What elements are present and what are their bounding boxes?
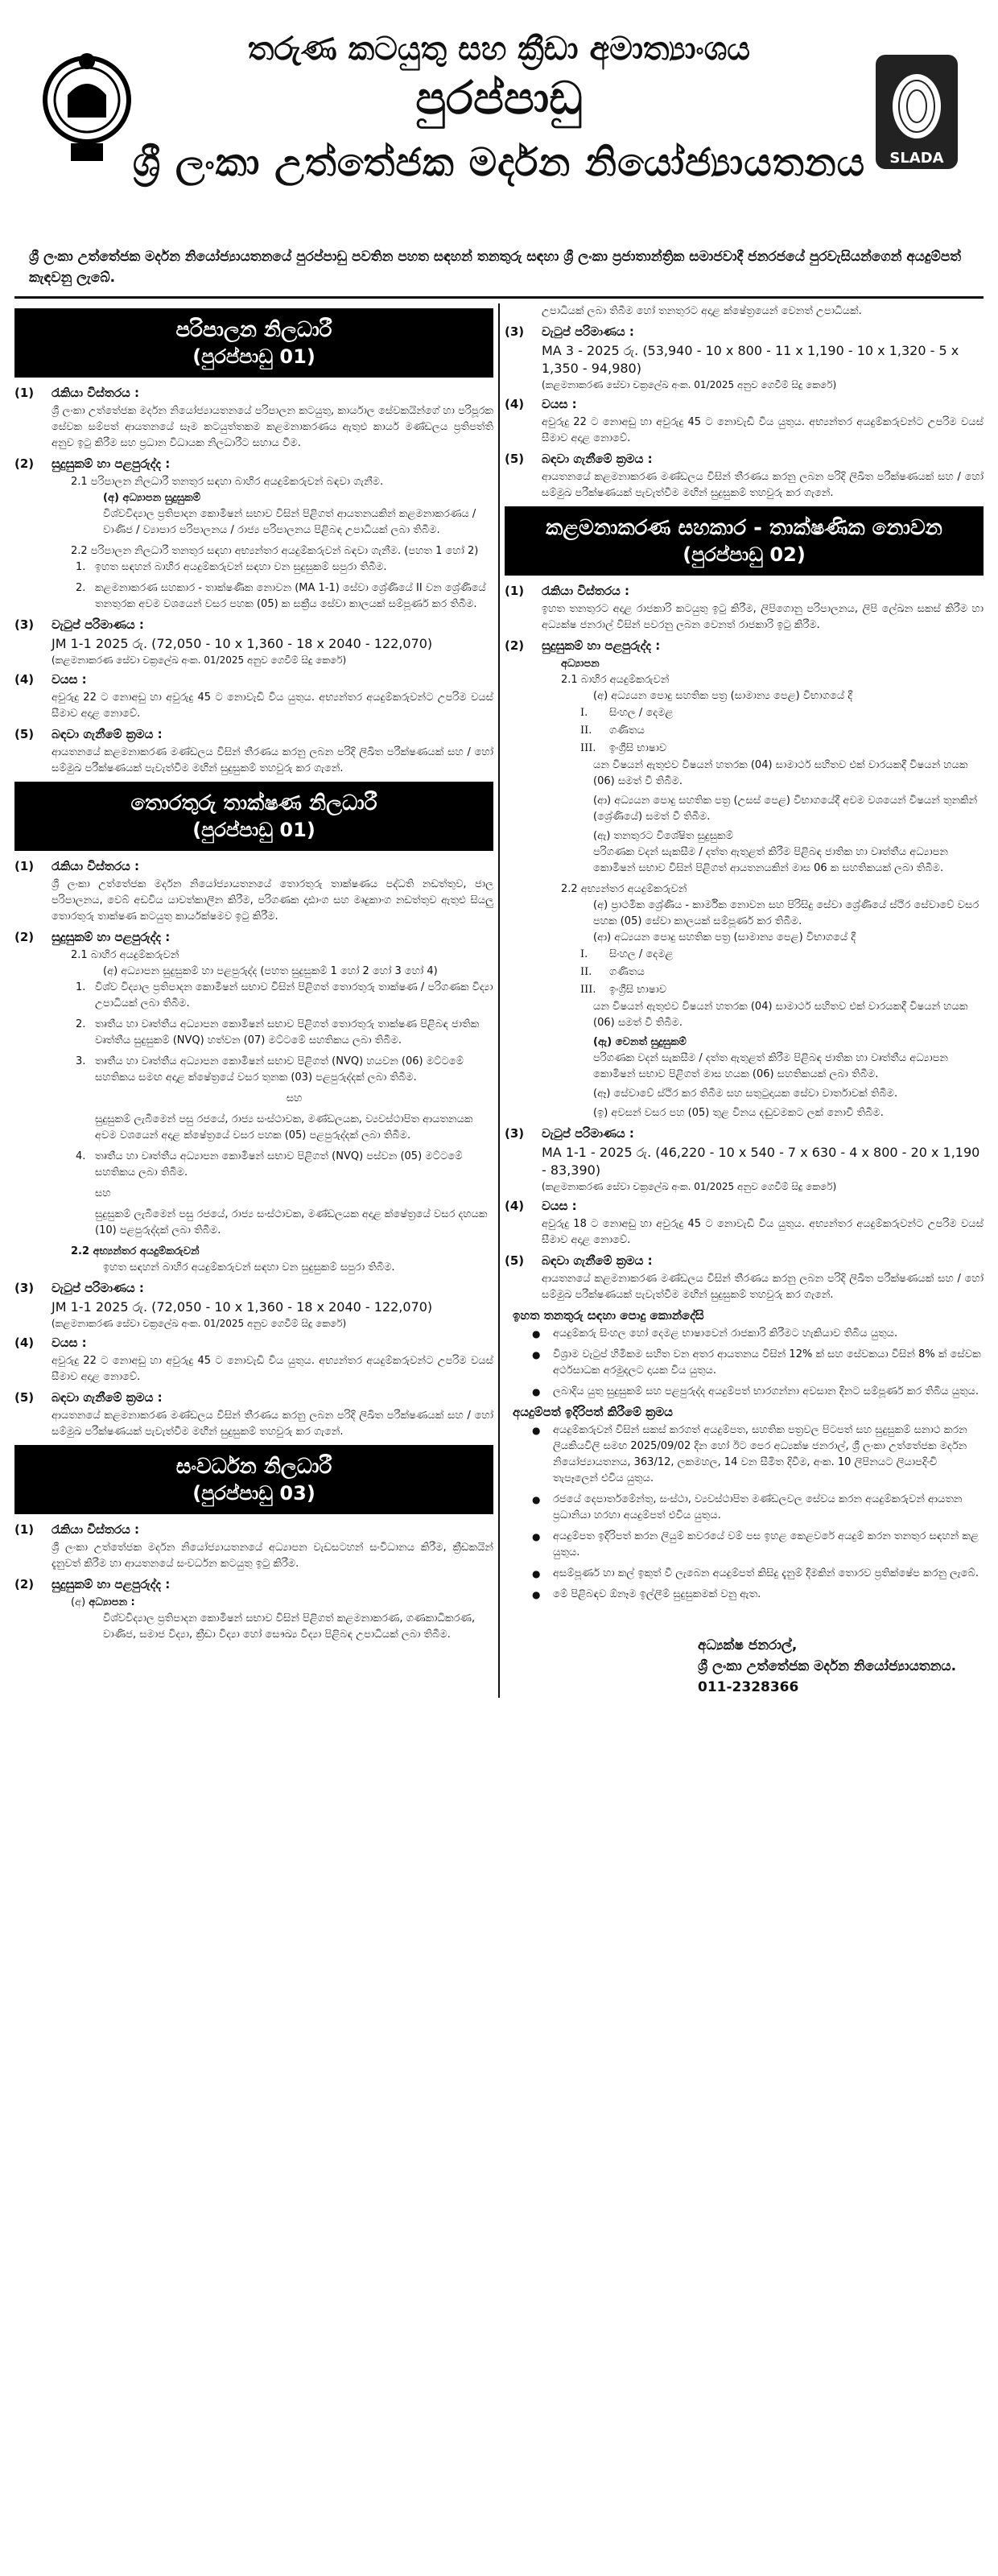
section-text: ශ්‍රී ලංකා උත්තේජක මර්දන නියෝජ්‍යායතනයේ අධ්‍යාපන වැඩසටහන් සංවිධානය කිරීම, ක්‍රීඩකයින් දැනුවත් කිරීම හා ආයතනයේ සංවර්ධන කටයුතු ඉටු කිරීම.	[52, 1542, 493, 1570]
list-item: 1. ඉහත සඳහන් බාහිර අයදුම්කරුවන් සඳහා වන සුදුසුකම් සපුරා තිබීම.	[76, 561, 387, 573]
intro-text: ශ්‍රී ලංකා උත්තේජක මර්දන නියෝජ්‍යායතනයේ පුරප්පාඩු පවතින පහත සඳහන් තනතුරු සඳහා ශ්‍රී ලංකා ප්‍රජාතාන්ත්‍රික සමාජවාදී ජනරජයේ පුරවැසියන්ගෙන් අයදුම්පත් කැඳවනු ලැබේ.	[29, 249, 962, 286]
subsection-label: අධ්‍යාපන	[561, 658, 600, 670]
subsection-title: 2.1 බාහිර අයදුම්කරුවන්	[561, 674, 670, 686]
section-text: ඉහත තනතුරට අදාළ රාජකාරි කටයුතු ඉටු කිරීම, ලිපිගොනු පරිපාලනය, ලිපි ලේඛන සකස් කිරීම හා අධ්‍යක්ෂ ජනරාල් විසින් පවරනු ලබන වෙනත් රාජකාරි ඉටු කිරීම.	[542, 603, 984, 631]
post-count: (පුරප්පාඩු 02)	[683, 543, 806, 566]
section-title: රැකියා විස්තරය :	[52, 386, 140, 400]
section-text: ආයතනයේ කළමනාකරණ මණ්ඩලය විසින් තීරණය කරනු ලබන පරිදි ලිඛිත පරීක්ෂණයක් සහ / හෝ සම්මුඛ පරීක්ෂණයක් පැවැත්වීම මඟින් සුදුසුකම් තහවුරු කර ගැනේ.	[52, 1410, 493, 1438]
masthead	[14, 31, 984, 240]
subsection-label: (අ) අධ්‍යයන පොදු සහතික පත්‍ර (සාමාන්‍ය පෙළ) විභාගයේ දී	[593, 690, 853, 702]
section-title: සුදුසුකම් හා පළපුරුද්ද :	[52, 456, 171, 471]
subsection-text: පරිගණක වදන් සැකසීම / දත්ත ඇතුළත් කිරීම පිළිබඳ ජාතික හා වෘත්තීය අධ්‍යාපන කොමිෂන් සභාව පිළිගත් මාස හයක (06) සහතිකයක් ලබා තිබීම.	[593, 1052, 948, 1080]
subject-item: II. ගණිතය	[580, 724, 645, 737]
section-text: අවුරුදු 22 ට නොඅඩු හා අවුරුදු 45 ට නොවැඩි විය යුතුය. අභ්‍යන්තර අයදුම්කරුවන්ට උපරිම වයස් සීමාව අදාළ නොවේ.	[52, 1355, 493, 1383]
section-text: අවුරුදු 22 ට නොඅඩු හා අවුරුදු 45 ට නොවැඩි විය යුතුය. අභ්‍යන්තර අයදුම්කරුවන්ට උපරිම වයස් සීමාව අදාළ නොවේ.	[52, 691, 493, 720]
section-age: (4) වයස : අවුරුදු 22 ට නොඅඩු හා අවුරුදු 45 ට නොවැඩි විය යුතුය. අභ්‍යන්තර අයදුම්කරුවන්ට උපරිම වයස් සීමාව අදාළ නොවේ.	[505, 397, 984, 447]
bullet-item: ● රජයේ දෙපාර්තමේන්තු, සංස්ථා, ව්‍යවස්ථාපිත මණ්ඩලවල සේවය කරන අයදුම්කරුවන් ආයතන ප්‍රධානියා හරහා අයදුම්පත් එවිය යුතුය.	[553, 1492, 984, 1524]
subsection-text: (ආ) අධ්‍යයන පොදු සහතික පත්‍ර (උසස් පෙළ) විභාගයේදී අවම වශයෙන් විෂයන් තුනකින් (ශ්‍රේණියේ) සමත් වී තිබීම.	[593, 795, 978, 823]
subsection-label: (ආ) අධ්‍යයන පොදු සහතික පත්‍ර (සාමාන්‍ය පෙළ) විභාගයේ දී	[593, 931, 856, 943]
section-text: අවුරුදු 18 ට නොඅඩු හා අවුරුදු 45 ට නොවැඩි විය යුතුය. අභ්‍යන්තර අයදුම්කරුවන්ට උපරිම වයස් සීමාව අදාළ නොවේ.	[542, 1218, 984, 1246]
subsection-label: (අ) අධ්‍යාපන සුදුසුකම් හා පළපුරුද්ද (පහත සුදුසුකම් 1 හෝ 2 හෝ 3 හෝ 4)	[103, 965, 438, 977]
list-connector: සහ	[286, 1092, 303, 1104]
section-age	[14, 672, 493, 722]
salary-scale: MA 1-1 - 2025 රු. (46,220 - 10 x 540 - 7 x 630 - 4 x 800 - 20 x 1,190 - 83,390)	[542, 1145, 980, 1178]
divider	[14, 296, 984, 299]
signatory-title: අධ්‍යක්ෂ ජනරාල්,	[698, 1637, 798, 1653]
general-conditions-title: ඉහත තනතුරු සඳහා පොදු කොන්දේසි	[513, 1308, 704, 1323]
post-title: පරිපාලන නිලධාරී	[175, 318, 332, 342]
salary-scale: JM 1-1 2025 රු. (72,050 - 10 x 1,360 - 18 x 2040 - 122,070)	[52, 1299, 433, 1315]
general-conditions-list	[505, 1326, 984, 1400]
section-age: (4) වයස : අවුරුදු 18 ට නොඅඩු හා අවුරුදු 45 ට නොවැඩි විය යුතුය. අභ්‍යන්තර අයදුම්කරුවන්ට උපරිම වයස් සීමාව අදාළ නොවේ.	[505, 1199, 984, 1249]
section-recruitment-method	[14, 727, 493, 777]
list-item: 2. තෘතීය හා වෘත්තීය අධ්‍යාපන කොමිෂන් සභාව පිළිගත් තොරතුරු තාක්ෂණ පිළිබඳ ජාතික වෘත්තීය සුදුසුකම් (NVQ) හත්වන (07) මට්ටමේ සහතිකය ලබා තිබීම.	[76, 1018, 480, 1046]
section-recruitment-method: (5) බඳවා ගැනීමේ ක්‍රමය : ආයතනයේ කළමනාකරණ මණ්ඩලය විසින් තීරණය කරනු ලබන පරිදි ලිඛිත පරීක්ෂණයක් සහ / හෝ සම්මුඛ පරීක්ෂණයක් පැවැත්වීම මඟින් සුදුසුකම් තහවුරු කර ගැනේ.	[505, 452, 984, 502]
section-number: (3)	[14, 617, 35, 632]
section-job-description	[14, 386, 493, 452]
bullet-item: ● ලබාදිය යුතු සුදුසුකම් සහ පළපුරුද්ද අයදුම්පත් භාරගන්නා අවසාන දිනට සම්පූර්ණ කර තිබිය යුතුය.	[553, 1384, 984, 1400]
section-qualifications: (2) සුදුසුකම් හා පළපුරුද්ද : (අ) අධ්‍යාපන : විශ්වවිද්‍යාල ප්‍රතිපාදන කොමිෂන් සභාව විසින් පිළිගත් කළමනාකරණ, ගණකාධිකරණ, වාණිජ, සමාජ විද්‍යා, ක්‍රීඩා විද්‍යා හෝ සෞඛ්‍ය විද්‍යා පිළිබඳ උපාධියක් ලබා තිබීම.	[14, 1577, 493, 1643]
section-recruitment-method: (5) බඳවා ගැනීමේ ක්‍රමය : ආයතනයේ කළමනාකරණ මණ්ඩලය විසින් තීරණය කරනු ලබන පරිදි ලිඛිත පරීක්ෂණයක් සහ / හෝ සම්මුඛ පරීක්ෂණයක් පැවැත්වීම මඟින් සුදුසුකම් තහවුරු කර ගැනේ.	[14, 1390, 493, 1440]
section-job-description: (1) රැකියා විස්තරය : ඉහත තනතුරට අදාළ රාජකාරි කටයුතු ඉටු කිරීම, ලිපිගොනු පරිපාලනය, ලිපි ලේඛන සකස් කිරීම හා අධ්‍යක්ෂ ජනරාල් විසින් පවරනු ලබන වෙනත් රාජකාරි ඉටු කිරීම.	[505, 584, 984, 634]
section-text: අවුරුදු 22 ට නොඅඩු හා අවුරුදු 45 ට නොවැඩි විය යුතුය. අභ්‍යන්තර අයදුම්කරුවන්ට උපරිම වයස් සීමාව අදාළ නොවේ.	[542, 416, 984, 444]
section-qualifications	[14, 456, 493, 613]
bullet-item: ● මේ පිළිබඳව ඕනෑම ඉල්ලීම් සුදුසුකමක් වනු ඇත.	[553, 1587, 984, 1603]
subsection-label: (අ) අධ්‍යාපන සුදුසුකම්	[103, 492, 201, 504]
section-salary: (3) වැටුප් පරිමාණය : MA 1-1 - 2025 රු. (46,220 - 10 x 540 - 7 x 630 - 4 x 800 - 20 x 1,190 - 83,390) (කළමනාකරණ සේවා චක්‍රලේඛ අංක. 01/2025 අනුව ගෙවීම් සිදු කෙරේ)	[505, 1126, 984, 1194]
post-count: (පුරප්පාඩු 03)	[192, 1482, 315, 1505]
subject-item: I. සිංහල / දෙමළ	[580, 707, 674, 719]
post-title: තොරතුරු තාක්ෂණ නිලධාරී	[130, 791, 377, 815]
post-count: (පුරප්පාඩු 01)	[192, 819, 315, 841]
subject-list	[505, 704, 984, 758]
salary-scale: MA 3 - 2025 රු. (53,940 - 10 x 800 - 11 x 1,190 - 10 x 1,320 - 5 x 1,350 - 94,980)	[542, 343, 959, 376]
agency-title: ශ්‍රී ලංකා උත්තේජක මර්දන නියෝජ්‍යායතනය	[132, 140, 866, 185]
application-method-list	[505, 1422, 984, 1603]
section-title: වැටුප් පරිමාණය :	[52, 617, 144, 632]
subsection-text: යන විෂයන් ඇතුළුව විෂයන් හතරක (04) සාමාර්ථ සහිතව එක් වාරයකදී විෂයන් හයක (06) සමත් වී තිබීම.	[593, 759, 968, 787]
subsection-title: 2.1 බාහිර අයදුම්කරුවන්	[71, 949, 179, 961]
subsection-text: පරිගණක වදන් සැකසීම / දත්ත ඇතුළත් කිරීම පිළිබඳ ජාතික හා වෘත්තීය අධ්‍යාපන කොමිෂන් සභාව විසින් පිළිගත් ආයතනයකින් මාස 06 ක සහතිකයක් ලබා තිබීම.	[593, 846, 948, 874]
subsection-key: (අ)	[71, 1596, 86, 1608]
national-emblem-icon	[39, 45, 135, 166]
continued-text: උපාධියක් ලබා තිබීම හෝ තනතුරට අදාළ ක්ෂේත්‍රයෙන් වෙනත් උපාධියක්.	[542, 305, 862, 317]
section-age: (4) වයස : අවුරුදු 22 ට නොඅඩු හා අවුරුදු 45 ට නොවැඩි විය යුතුය. අභ්‍යන්තර අයදුම්කරුවන්ට උපරිම වයස් සීමාව අදාළ නොවේ.	[14, 1335, 493, 1385]
slada-logo-icon	[872, 52, 961, 172]
list-item: 4. තෘතීය හා වෘත්තීය අධ්‍යාපන කොමිෂන් සභාව පිළිගත් (NVQ) පස්වන (05) මට්ටමේ සහතිකය ලබා තිබීම.	[76, 1150, 463, 1179]
logo-text: SLADA	[889, 150, 944, 167]
section-salary: (3) වැටුප් පරිමාණය : MA 3 - 2025 රු. (53,940 - 10 x 800 - 11 x 1,190 - 10 x 1,320 - 5 x 1,350 - 94,980) (කළමනාකරණ සේවා චක්‍රලේඛ අංක. 01/2025 අනුව ගෙවීම් සිදු කෙරේ)	[505, 324, 984, 392]
section-title: වයස :	[52, 672, 87, 687]
section-salary: (3) වැටුප් පරිමාණය : JM 1-1 2025 රු. (72,050 - 10 x 1,360 - 18 x 2040 - 122,070) (කළමනාකරණ සේවා චක්‍රලේඛ අංක. 01/2025 අනුව ගෙවීම් සිදු කෙරේ)	[14, 1281, 493, 1331]
subject-item: III. ඉංග්‍රීසි භාෂාව	[580, 984, 667, 996]
section-text: ආයතනයේ කළමනාකරණ මණ්ඩලය විසින් තීරණය කරනු ලබන පරිදි ලිඛිත පරීක්ෂණයක් සහ / හෝ සම්මුඛ පරීක්ෂණයක් පැවැත්වීම මඟින් සුදුසුකම් තහවුරු කර ගැනේ.	[542, 471, 984, 499]
column-divider	[498, 303, 500, 1698]
list-item: 1. විශ්ව විද්‍යාල ප්‍රතිපාදන කොමිෂන් සභාව විසින් පිළිගත් තොරතුරු තාක්ෂණ / පරිගණක විද්‍යා උපාධියක් ලබා තිබීම.	[76, 981, 493, 1009]
signatory-agency: ශ්‍රී ලංකා උත්තේජක මර්දන නියෝජ්‍යායතනය.	[698, 1658, 957, 1674]
general-conditions	[505, 1308, 984, 1400]
subject-item: III. ඉංග්‍රීසි භාෂාව	[580, 742, 667, 754]
section-text: ආයතනයේ කළමනාකරණ මණ්ඩලය විසින් තීරණය කරනු ලබන පරිදි ලිඛිත පරීක්ෂණයක් සහ / හෝ සම්මුඛ පරීක්ෂණයක් පැවැත්වීම මඟින් සුදුසුකම් තහවුරු කර ගැනේ.	[52, 746, 493, 774]
subsection-text: (ඉ) අවසන් වසර පහ (05) තුළ විනය දඬුවමකට ලක් නොවී තිබීම.	[593, 1107, 884, 1119]
vacancies-heading: පුරප්පාඩු	[415, 72, 583, 125]
salary-note: (කළමනාකරණ සේවා චක්‍රලේඛ අංක. 01/2025 අනුව ගෙවීම් සිදු කෙරේ)	[542, 1181, 837, 1192]
post-banner-admin-officer	[14, 308, 493, 378]
section-text: ආයතනයේ කළමනාකරණ මණ්ඩලය විසින් තීරණය කරනු ලබන පරිදි ලිඛිත පරීක්ෂණයක් සහ / හෝ සම්මුඛ පරීක්ෂණයක් පැවැත්වීම මඟින් සුදුසුකම් තහවුරු කර ගැනේ.	[542, 1273, 984, 1301]
content-columns	[14, 303, 984, 1698]
subsection-text: (ඈ) සේවාවේ ස්ථිර කර තිබීම සහ සතුටුදායක සේවා වාර්තාවක් තිබීම.	[593, 1088, 898, 1100]
section-job-description: (1) රැකියා විස්තරය : ශ්‍රී ලංකා උත්තේජක මර්දන නියෝජ්‍යායතනයේ අධ්‍යාපන වැඩසටහන් සංවිධානය කිරීම, ක්‍රීඩකයින් දැනුවත් කිරීම හා ආයතනයේ සංවර්ධන කටයුතු ඉටු කිරීම.	[14, 1522, 493, 1572]
list-connector: සහ	[95, 1187, 111, 1199]
right-column	[505, 303, 984, 1698]
salary-note: (කළමනාකරණ සේවා චක්‍රලේඛ අංක. 01/2025 අනුව ගෙවීම් සිදු කෙරේ)	[542, 379, 837, 390]
subsection-title: 2.2 අභ්‍යන්තර අයදුම්කරුවන්	[71, 1245, 200, 1257]
subsection-text: ඉහත සඳහන් බාහිර අයදුම්කරුවන් සඳහා වන සුදුසුකම් සපුරා තිබීම.	[103, 1261, 395, 1274]
subsection-title: 2.2 පරිපාලන නිලධාරී තනතුර සඳහා අභ්‍යන්තර අයදුම්කරුවන් බඳවා ගැනීම. (පහත 1 හෝ 2)	[71, 545, 479, 557]
subsection-label: (ඇ) වෙනත් සුදුසුකම්	[593, 1036, 687, 1048]
subsection-text: විශ්වවිද්‍යාල ප්‍රතිපාදන කොමිෂන් සභාව විසින් පිළිගත් ආයතනයකින් කළමනාකරණය / වාණිජ / ව්‍යාපාර පරිපාලනය / රාජ්‍ය පරිපාලනය පිළිබඳ උපාධියක් ලබා තිබීම.	[103, 508, 476, 536]
left-column	[14, 303, 493, 1698]
contact-phone: 011-2328366	[698, 1679, 799, 1695]
section-salary	[14, 617, 493, 667]
list-item: 2. කළමනාකරණ සහකාර - තාක්ෂණික නොවන (MA 1-1) සේවා ශ්‍රේණියේ II වන ශ්‍රේණියේ තනතුරක අවම වශයෙන් වසර පහක (05) ක සක්‍රීය සේවා කාලයක් සම්පූර්ණ කර තිබීම.	[76, 582, 486, 610]
section-number: (1)	[14, 386, 35, 400]
ministry-title: තරුණ කටයුතු සහ ක්‍රීඩා අමාත්‍යාංශය	[247, 31, 751, 68]
bullet-item: ● අයදුම්පත ඉදිරිපත් කරන ලියුම් කවරයේ වම් පස ඉහළ කෙළවරේ අයදුම් කරන තනතුර සඳහන් කළ යුතුය.	[553, 1529, 984, 1561]
post-banner-it-officer	[14, 782, 493, 851]
post-title: කළමනාකරණ සහකාර - තාක්ෂණික නොවන	[546, 516, 942, 540]
section-number: (5)	[14, 727, 35, 741]
bullet-item: ● විශ්‍රාම වැටුප් හිමිකම සහිත වන අතර ආයතනය විසින් 12% ක් සහ සේවකයා විසින් 8% ක් සේවක අර්ථසාධක අරමුදලට දායක විය යුතුය.	[553, 1347, 984, 1379]
salary-scale: JM 1-1 2025 රු. (72,050 - 10 x 1,360 - 18 x 2040 - 122,070)	[52, 636, 433, 651]
list-item: සුදුසුකම් ලැබීමෙන් පසු රජයේ, රාජ්‍ය සංස්ථාවක, මණ්ඩලයක අදාළ ක්ෂේත්‍රයේ වසර දහයක (10) පළපුරුද්දක් ලබා තිබීම.	[95, 1208, 488, 1236]
bullet-item: ● අයදුම්කරු සිංහල හෝ දෙමළ භාෂාවෙන් රාජකාරි කිරීමට හැකියාව තිබිය යුතුය.	[553, 1326, 984, 1342]
subsection-label: (ඇ) තනතුරට විශේෂිත සුදුසුකම්	[593, 830, 733, 842]
section-title: බඳවා ගැනීමේ ක්‍රමය :	[52, 727, 163, 741]
section-text: ශ්‍රී ලංකා උත්තේජක මර්දන නියෝජ්‍යායතනයේ තොරතුරු තාක්ෂණය පද්ධති නඩත්තුව, ජාල පරිපාලනය, වෙබ් අඩවිය යාවත්කාලීන කිරීම, පරිගණක දෘඪාංග සහ මෘදුකාංග නඩත්තුව ඇතුළු සියලු තොරතුරු තාක්ෂණ කටයුතු කාර්යක්ෂමව ඉටු කිරීම.	[52, 878, 493, 923]
subject-item: I. සිංහල / දෙමළ	[580, 948, 674, 960]
post-title: සංවර්ධන නිලධාරී	[175, 1455, 332, 1479]
subsection-text: විශ්වවිද්‍යාල ප්‍රතිපාදන කොමිෂන් සභාව විසින් පිළිගත් කළමනාකරණ, ගණකාධිකරණ, වාණිජ, සමාජ විද්‍යා, ක්‍රීඩා විද්‍යා හෝ සෞඛ්‍ය විද්‍යා පිළිබඳ උපාධියක් ලබා තිබීම.	[103, 1612, 476, 1641]
bullet-item: ● අයදුම්කරුවන් විසින් සකස් කරගත් අයදුම්පත, සහතික පත්‍රවල පිටපත් සහ සුදුසුකම් සනාථ කරන ලියකියවිලි සමඟ 2025/09/02 දින හෝ ඊට පෙර අධ්‍යක්ෂ ජනරාල්, ශ්‍රී ලංකා උත්තේජක මර්දන නියෝජ්‍යායතනය, 363/12, ලකමහල, 14 වන සීමිත දිවීම, අංක. 10 ලිපිනයට ලියාපදිංචි තැපෑලෙන් එවිය යුතුය.	[553, 1422, 984, 1487]
subsection-title: 2.1 පරිපාලන නිලධාරී තනතුර සඳහා බාහිර අයදුම්කරුවන් බඳවා ගැනීම.	[71, 476, 384, 488]
application-method	[505, 1405, 984, 1603]
section-recruitment-method: (5) බඳවා ගැනීමේ ක්‍රමය : ආයතනයේ කළමනාකරණ මණ්ඩලය විසින් තීරණය කරනු ලබන පරිදි ලිඛිත පරීක්ෂණයක් සහ / හෝ සම්මුඛ පරීක්ෂණයක් පැවැත්වීම මඟින් සුදුසුකම් තහවුරු කර ගැනේ.	[505, 1253, 984, 1303]
salary-note: (කළමනාකරණ සේවා චක්‍රලේඛ අංක. 01/2025 අනුව ගෙවීම් සිදු කෙරේ)	[52, 654, 347, 666]
subject-list	[505, 946, 984, 999]
section-job-description: (1) රැකියා විස්තරය : ශ්‍රී ලංකා උත්තේජක මර්දන නියෝජ්‍යායතනයේ තොරතුරු තාක්ෂණය පද්ධති නඩත්තුව, ජාල පරිපාලනය, වෙබ් අඩවිය යාවත්කාලීන කිරීම, පරිගණක දෘඪාංග සහ මෘදුකාංග නඩත්තුව ඇතුළු සියලු තොරතුරු තාක්ෂණ කටයුතු කාර්යක්ෂමව ඉටු කිරීම.	[14, 859, 493, 925]
list-item: සුදුසුකම් ලැබීමෙන් පසු රජයේ, රාජ්‍ය සංස්ථාවක, මණ්ඩලයක, ව්‍යවස්ථාපිත ආයතනයක අවම වශයෙන් අදාළ ක්ෂේත්‍රයේ වසර පහක (05) පළපුරුද්දක් ලබා තිබීම.	[95, 1113, 473, 1141]
section-qualifications: (2) සුදුසුකම් හා පළපුරුද්ද : අධ්‍යාපන 2.1 බාහිර අයදුම්කරුවන් (අ) අධ්‍යයන පොදු සහතික පත්‍ර (සාමාන්‍ය පෙළ) විභාගයේ දී I. සිංහල / දෙමළ II. ගණිතය III. ඉංග්‍රීසි භාෂාව යන විෂයන් ඇතුළුව විෂයන් හතරක (04) සාමාර්ථ සහිතව එක් වාරයකදී විෂයන් හයක (06) සමත් වී තිබීම. (ආ) අධ්‍යයන පොදු සහතික පත්‍ර (උසස් පෙළ) විභාගයේදී අවම වශයෙන් විෂයන් තුනකින් (ශ්‍රේණියේ) සමත් වී තිබීම. (ඇ) තනතුරට විශේෂිත සුදුසුකම් පරිගණක වදන් සැකසීම / දත්ත ඇතුළත් කිරීම පිළිබඳ ජාතික හා වෘත්තීය අධ්‍යාපන කොමිෂන් සභාව විසින් පිළිගත් ආයතනයකින් මාස 06 ක සහතිකයක් ලබා තිබීම. 2.2 අභ්‍යන්තර අයදුම්කරුවන් (අ) ප්‍රාථමික ශ්‍රේණිය - කාර්මික නොවන සහ පිරිසිදු සේවා ශ්‍රේණියේ ස්ථිර සේවාවේ වසර පහක (05) සේවා කාලයක් සම්පූර්ණ කර තිබීම. (ආ) අධ්‍යයන පොදු සහතික පත්‍ර (සාමාන්‍ය පෙළ) විභාගයේ දී I. සිංහල / දෙමළ II. ගණිතය III. ඉංග්‍රීසි භාෂාව යන විෂයන් ඇතුළුව විෂයන් හතරක (04) සාමාර්ථ සහිතව එක් වාරයකදී විෂයන් හයක (06) සමත් වී තිබීම. (ඇ) වෙනත් සුදුසුකම් පරිගණක වදන් සැකසීම / දත්ත ඇතුළත් කිරීම පිළිබඳ ජාතික හා වෘත්තීය අධ්‍යාපන කොමිෂන් සභාව පිළිගත් මාස හයක (06) සහතිකයක් ලබා තිබීම. (ඈ) සේවාවේ ස්ථිර කර තිබීම සහ සතුටුදායක සේවා වාර්තාවක් තිබීම. (ඉ) අවසන් වසර පහ (05) තුළ විනය දඬුවමකට ලක් නොවී තිබීම.	[505, 638, 984, 1121]
application-method-title: අයදුම්පත් ඉදිරිපත් කිරීමේ ක්‍රමය	[513, 1405, 673, 1419]
signature-block	[505, 1635, 984, 1698]
section-qualifications: (2) සුදුසුකම් හා පළපුරුද්ද : 2.1 බාහිර අයදුම්කරුවන් (අ) අධ්‍යාපන සුදුසුකම් හා පළපුරුද්ද (පහත සුදුසුකම් 1 හෝ 2 හෝ 3 හෝ 4) 1. විශ්ව විද්‍යාල ප්‍රතිපාදන කොමිෂන් සභාව විසින් පිළිගත් තොරතුරු තාක්ෂණ / පරිගණක විද්‍යා උපාධියක් ලබා තිබීම. 2. තෘතීය හා වෘත්තීය අධ්‍යාපන කොමිෂන් සභාව පිළිගත් තොරතුරු තාක්ෂණ පිළිබඳ ජාතික වෘත්තීය සුදුසුකම් (NVQ) හත්වන (07) මට්ටමේ සහතිකය ලබා තිබීම. 3. තෘතීය හා වෘත්තීය අධ්‍යාපන කොමිෂන් සභාව පිළිගත් (NVQ) හයවන (06) මට්ටමේ සහතිකය සමඟ අදාළ ක්ෂේත්‍රයේ වසර තුනක (03) පළපුරුද්දක් ලබා තිබීම. සහ සුදුසුකම් ලැබීමෙන් පසු රජයේ, රාජ්‍ය සංස්ථාවක, මණ්ඩලයක, ව්‍යවස්ථාපිත ආයතනයක අවම වශයෙන් අදාළ ක්ෂේත්‍රයේ වසර පහක (05) පළපුරුද්දක් ලබා තිබීම. 4. තෘතීය හා වෘත්තීය අධ්‍යාපන කොමිෂන් සභාව පිළිගත් (NVQ) පස්වන (05) මට්ටමේ සහතිකය ලබා තිබීම. සහ සුදුසුකම් ලැබීමෙන් පසු රජයේ, රාජ්‍ය සංස්ථාවක, මණ්ඩලයක අදාළ ක්ෂේත්‍රයේ වසර දහයක (10) පළපුරුද්දක් ලබා තිබීම. 2.2 අභ්‍යන්තර අයදුම්කරුවන් ඉහත සඳහන් බාහිර අයදුම්කරුවන් සඳහා වන සුදුසුකම් සපුරා තිබීම.	[14, 930, 493, 1276]
post-banner-management-assistant	[505, 506, 984, 576]
section-text: ශ්‍රී ලංකා උත්තේජක මර්දන නියෝජ්‍යායතනයේ පරිපාලන කටයුතු, කාර්යාල සේවකයින්ගේ හා පරිපූරක සේවක සම්පත් ආයතනයේ සෑම කටයුත්තකම කළමනාකරණය ඇතුළු කාර්ය මණ්ඩලය ප්‍රතිපත්ති අනුව ඉටු කිරීම සහ ප්‍රධාන විධායක නිලධාරීට සහාය වීම.	[52, 405, 493, 449]
subject-item: II. ගණිතය	[580, 966, 645, 978]
bullet-item: ● අසම්පූර්ණ හා කල් ඉකුත් වී ලැබෙන අයදුම්පත් කිසිදු දැනුම් දීමකින් තොරව ප්‍රතික්ෂේප කරනු ලැබේ.	[553, 1566, 984, 1582]
subsection-text: (අ) ප්‍රාථමික ශ්‍රේණිය - කාර්මික නොවන සහ පිරිසිදු සේවා ශ්‍රේණියේ ස්ථිර සේවාවේ වසර පහක (05) සේවා කාලයක් සම්පූර්ණ කර තිබීම.	[593, 899, 979, 927]
post-banner-development-officer	[14, 1445, 493, 1514]
section-number: (2)	[14, 456, 35, 471]
subsection-title: 2.2 අභ්‍යන්තර අයදුම්කරුවන්	[561, 883, 687, 895]
subsection-text: යන විෂයන් ඇතුළුව විෂයන් හතරක (04) සාමාර්ථ සහිතව එක් වාරයකදී විෂයන් හයක (06) සමත් වී තිබීම.	[593, 1001, 968, 1029]
salary-note: (කළමනාකරණ සේවා චක්‍රලේඛ අංක. 01/2025 අනුව ගෙවීම් සිදු කෙරේ)	[52, 1318, 347, 1329]
subsection-title: අධ්‍යාපන :	[89, 1596, 135, 1608]
post-count: (පුරප්පාඩු 01)	[192, 345, 315, 368]
section-number: (4)	[14, 672, 35, 687]
list-item: 3. තෘතීය හා වෘත්තීය අධ්‍යාපන කොමිෂන් සභාව පිළිගත් (NVQ) හයවන (06) මට්ටමේ සහතිකය සමඟ අදාළ ක්ෂේත්‍රයේ වසර තුනක (03) පළපුරුද්දක් ලබා තිබීම.	[76, 1055, 464, 1084]
